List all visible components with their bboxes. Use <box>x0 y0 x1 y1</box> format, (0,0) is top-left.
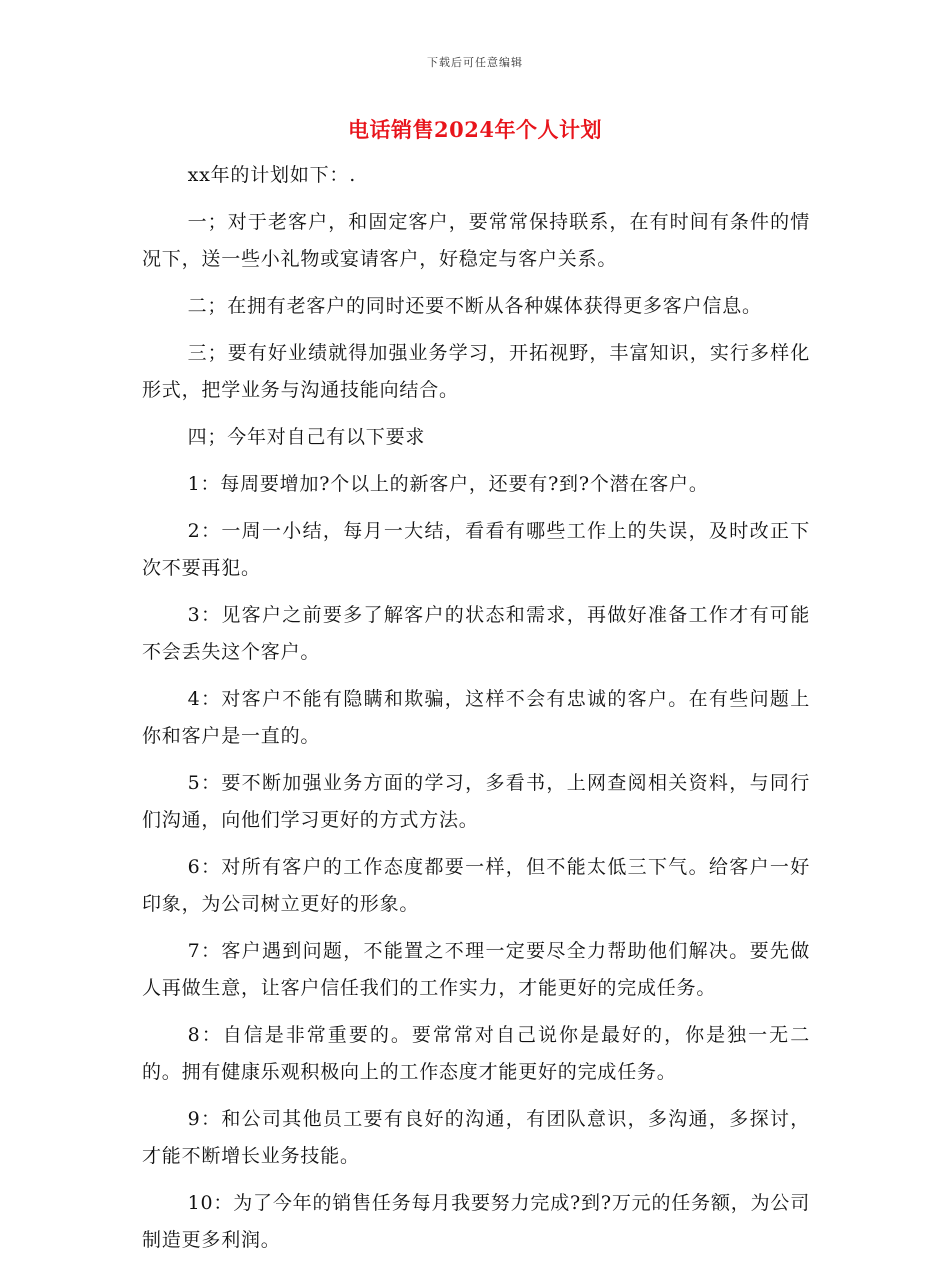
requirement-6: 6：对所有客户的工作态度都要一样，但不能太低三下气。给客户一好印象，为公司树立更好的形象。 <box>142 856 810 915</box>
paragraph-intro: xx年的计划如下：. <box>187 164 357 186</box>
requirement-2: 2：一周一小结，每月一大结，看看有哪些工作上的失误，及时改正下次不要再犯。 <box>142 520 810 579</box>
page-header-note: 下载后可任意编辑 <box>427 56 523 69</box>
paragraph-item-4: 四；今年对自己有以下要求 <box>187 426 426 448</box>
paragraph-item-3: 三；要有好业绩就得加强业务学习，开拓视野，丰富知识，实行多样化形式，把学业务与沟通技能向结合。 <box>142 342 810 401</box>
requirement-8: 8：自信是非常重要的。要常常对自己说你是最好的，你是独一无二的。拥有健康乐观积极向上的工作态度才能更好的完成任务。 <box>142 1024 810 1083</box>
requirement-7: 7：客户遇到问题，不能置之不理一定要尽全力帮助他们解决。要先做人再做生意，让客户信任我们的工作实力，才能更好的完成任务。 <box>142 940 810 999</box>
paragraph-item-2: 二；在拥有老客户的同时还要不断从各种媒体获得更多客户信息。 <box>187 295 762 317</box>
document-body <box>142 157 810 1269</box>
requirement-4: 4：对客户不能有隐瞒和欺骗，这样不会有忠诚的客户。在有些问题上你和客户是一直的。 <box>142 688 810 747</box>
requirement-1: 1：每周要增加?个以上的新客户，还要有?到?个潜在客户。 <box>187 473 709 495</box>
requirement-9: 9：和公司其他员工要有良好的沟通，有团队意识，多沟通，多探讨，才能不断增长业务技能。 <box>142 1108 810 1167</box>
paragraph-item-1: 一；对于老客户，和固定客户，要常常保持联系，在有时间有条件的情况下，送一些小礼物或宴请客户，好稳定与客户关系。 <box>142 211 810 270</box>
requirement-5: 5：要不断加强业务方面的学习，多看书，上网查阅相关资料，与同行们沟通，向他们学习更好的方式方法。 <box>142 772 810 831</box>
document-title: 电话销售2024年个人计划 <box>348 117 602 142</box>
requirement-10: 10：为了今年的销售任务每月我要努力完成?到?万元的任务额，为公司制造更多利润。 <box>142 1192 810 1251</box>
requirement-3: 3：见客户之前要多了解客户的状态和需求，再做好准备工作才有可能不会丢失这个客户。 <box>142 604 810 663</box>
